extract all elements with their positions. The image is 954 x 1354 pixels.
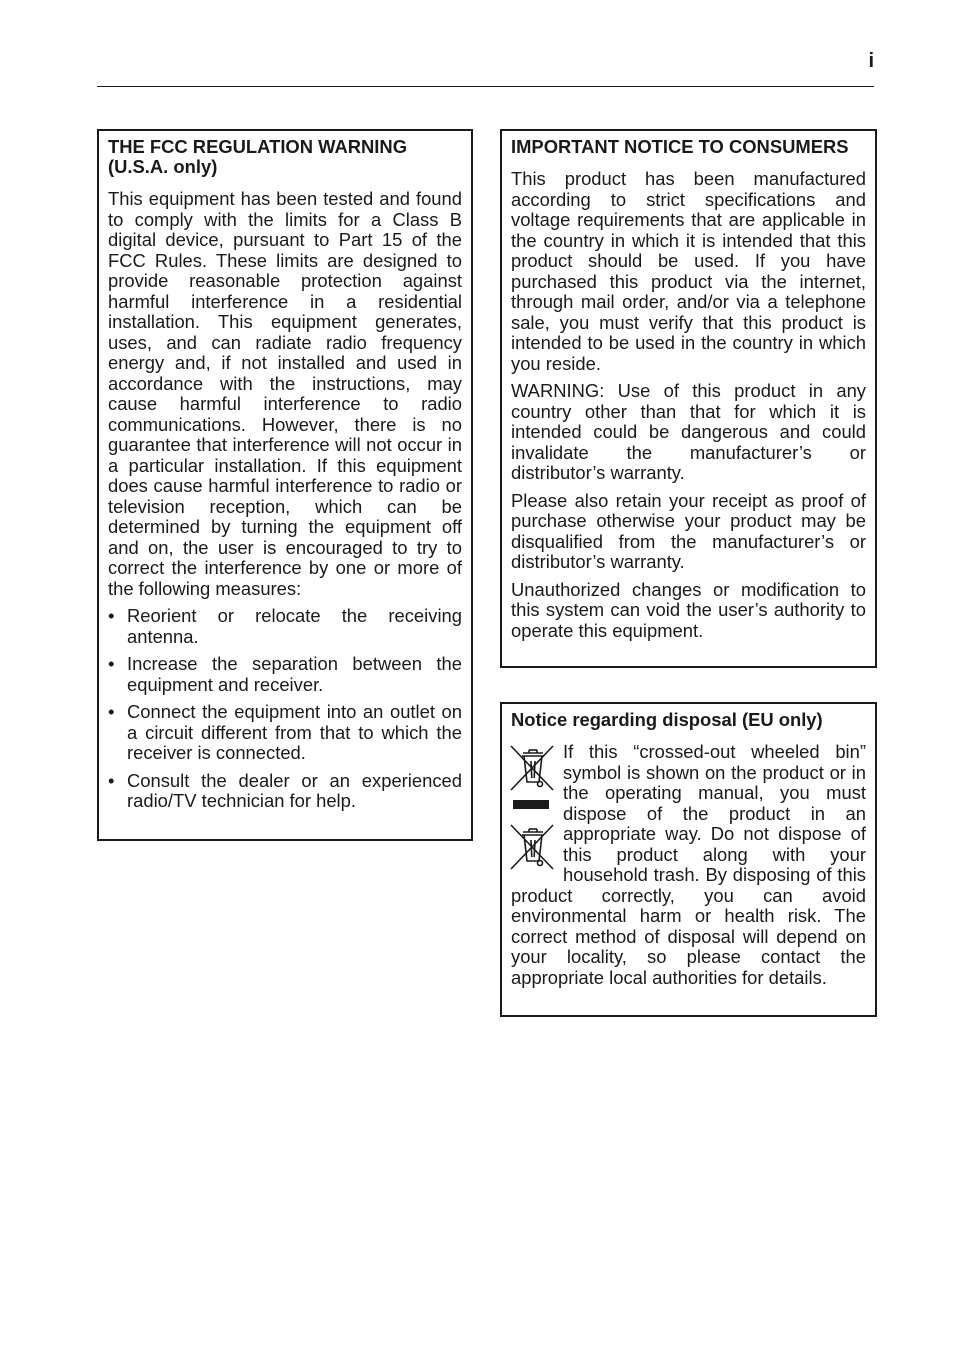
consumer-paragraph: This product has been manufactured according to strict specifications and voltage requirements that are applicable in the country in which it is intended that this product should be used. If you have purchased this product via the internet, through mail order, and/or via a telephone sale, you must verify that this product is intended to be used in the country in which you reside. bbox=[511, 168, 866, 374]
disposal-title: Notice regarding disposal (EU only) bbox=[511, 709, 823, 730]
measure-text: Reorient or relocate the receiving antenna. bbox=[127, 605, 462, 647]
consumer-paragraph: Please also retain your receipt as proof of purchase otherwise your product may be disqualified from the manufacturer’s or distributor’s warranty. bbox=[511, 489, 866, 572]
list-item bbox=[108, 771, 462, 812]
disposal-body: If this “crossed-out wheeled bin” symbol is shown on the product or in the operating manual, you must dispose of the product in an appropriate way. Do not dispose of this product along with your household trash. By disposing of this product correctly, you can avoid environmental harm or health risk. The correct method of disposal will depend on your locality, so please contact the appropriate local authorities for details. bbox=[511, 741, 866, 988]
crossed-out-wheeled-bin-icon bbox=[509, 744, 555, 792]
disposal-notice-box bbox=[500, 702, 877, 1017]
crossed-out-wheeled-bin-icon bbox=[509, 823, 555, 871]
list-item bbox=[108, 654, 462, 695]
list-item bbox=[108, 606, 462, 647]
consumer-notice-box bbox=[500, 129, 877, 668]
disposal-icons bbox=[509, 744, 555, 871]
fcc-title: THE FCC REGULATION WARNING (U.S.A. only) bbox=[108, 136, 407, 177]
bullet: • bbox=[108, 701, 115, 722]
solid-bar-icon bbox=[513, 800, 549, 809]
fcc-warning-box bbox=[97, 129, 473, 841]
consumer-paragraph: Unauthorized changes or modification to this system can void the user’s authority to operate this equipment. bbox=[511, 578, 866, 641]
header-rule bbox=[97, 86, 874, 87]
bullet: • bbox=[108, 769, 115, 791]
measure-text: Increase the separation between the equipment and receiver. bbox=[127, 653, 462, 695]
measure-text: Connect the equipment into an outlet on a circuit different from that to which the receiver is connected. bbox=[127, 701, 462, 763]
bullet: • bbox=[108, 653, 115, 674]
consumer-title: IMPORTANT NOTICE TO CONSUMERS bbox=[511, 136, 849, 157]
measure-text: Consult the dealer or an experienced radio/TV technician for help. bbox=[127, 769, 462, 811]
list-item bbox=[108, 702, 462, 764]
fcc-measures-list bbox=[108, 606, 462, 812]
consumer-paragraph: WARNING: Use of this product in any country other than that for which it is intended could be dangerous and could invalidate the manufacturer’s or distributor’s warranty. bbox=[511, 380, 866, 483]
page-number: i bbox=[868, 50, 874, 72]
bullet: • bbox=[108, 605, 115, 626]
fcc-body: This equipment has been tested and found to comply with the limits for a Class B digital device, pursuant to Part 15 of the FCC Rules. These limits are designed to provide reasonable protection against harmful interference in a residential installation. This equipment generates, uses, and can radiate radio frequency energy and, if not installed and used in accordance with the instructions, may cause harmful interference to radio communications. However, there is no guarantee that interference will not occur in a particular installation. If this equipment does cause harmful interference to radio or television reception, which can be determined by turning the equipment off and on, the user is encouraged to try to correct the interference by one or more of the following measures: bbox=[108, 188, 462, 599]
